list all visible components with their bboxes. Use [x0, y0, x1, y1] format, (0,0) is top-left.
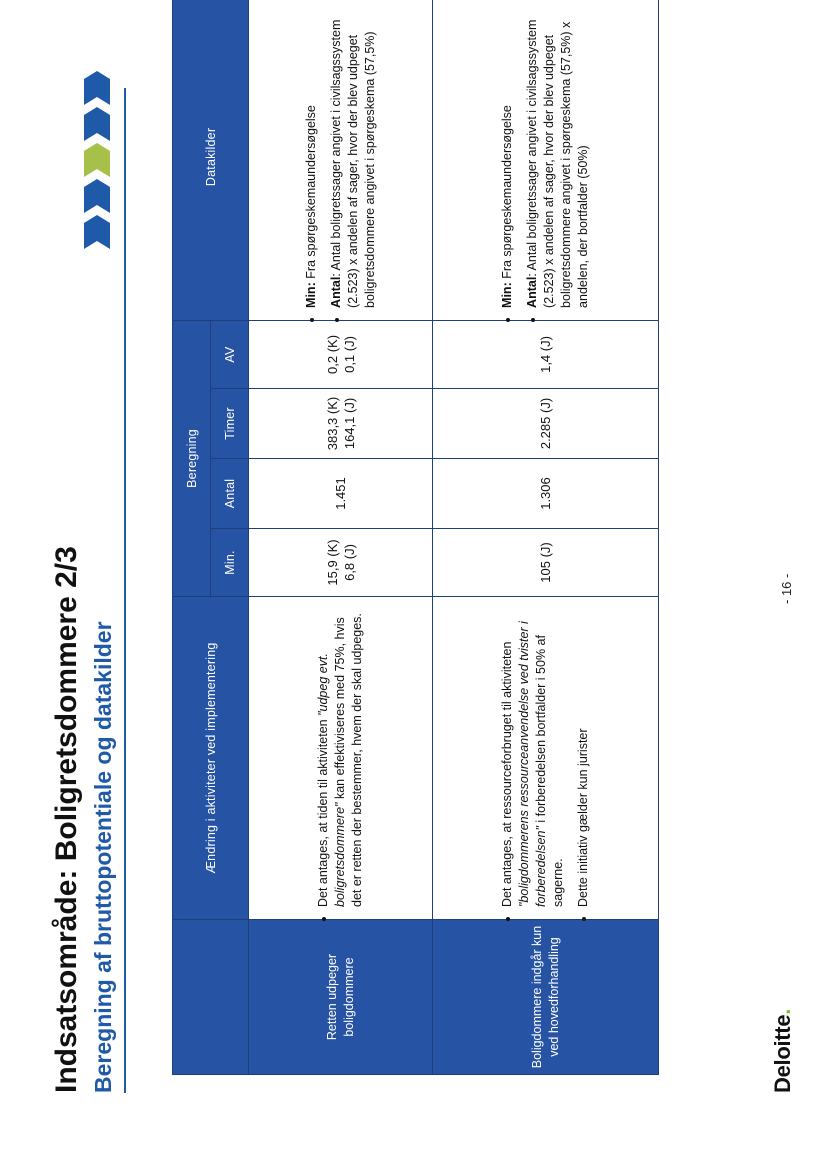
- header-sources: Datakilder: [173, 0, 249, 320]
- header-calc: Beregning: [173, 320, 211, 596]
- av-cell: 1,4 (J): [433, 320, 659, 388]
- progress-chevrons: [84, 69, 110, 249]
- header-change: Ændring i aktiviteter ved implementering: [173, 597, 249, 920]
- header-av: AV: [211, 320, 249, 388]
- page-subtitle: Beregning af bruttopotentiale og datakilder: [90, 621, 116, 1093]
- deloitte-logo: Deloitte.: [770, 1008, 795, 1093]
- source-bullet: • Antal: Antal boligretssager angivet i civilsagssystem (2.523) x andelen af sager, hvor der blev udpeget boligretsdommere angivet i spørgeskema (57,5%): [328, 0, 379, 308]
- row-label: Boligdommere indgår kun ved hovedforhandling: [433, 920, 659, 1075]
- chevron-step-3: [84, 143, 110, 177]
- source-bullet: • Min: Fra spørgeskemaundersøgelse: [303, 0, 320, 308]
- change-bullet: • Det antages, at tiden til aktiviteten "udpeg evt. boligretsdommere" kan effektiviseres med 75%, hvis det er retten der bestemmer, hvem der skal udpeges.: [315, 597, 366, 907]
- change-bullet: • Dette initiativ gælder kun jurister: [575, 597, 592, 907]
- header-blank: [173, 920, 249, 1075]
- timer-cell: 2.285 (J): [433, 389, 659, 459]
- title-divider: [124, 88, 126, 1093]
- page-number: - 16 -: [779, 573, 794, 604]
- min-cell: 15,9 (K) 6,8 (J): [249, 529, 433, 597]
- antal-cell: 1.451: [249, 459, 433, 529]
- calculation-table: [172, 0, 659, 1075]
- sources-cell: [433, 0, 659, 320]
- chevron-step-5: [84, 71, 110, 105]
- header-timer: Timer: [211, 389, 249, 459]
- change-bullet: • Det antages, at ressourceforbruget til aktiviteten "boligdommerens ressourceanvendelse ved tvister i forberedelsen" i forberedelsen bortfalder i 50% af sagerne.: [499, 597, 567, 907]
- table-row: [433, 0, 659, 1075]
- change-cell: [433, 597, 659, 920]
- av-cell: 0,2 (K) 0,1 (J): [249, 320, 433, 388]
- chevron-step-4: [84, 107, 110, 141]
- sources-cell: [249, 0, 433, 320]
- page-title: Indsatsområde: Boligretsdommere 2/3: [50, 546, 83, 1093]
- change-cell: [249, 597, 433, 920]
- timer-cell: 383,3 (K) 164,1 (J): [249, 389, 433, 459]
- header-min: Min.: [211, 529, 249, 597]
- header-antal: Antal: [211, 459, 249, 529]
- source-bullet: • Antal: Antal boligretssager angivet i civilsagssystem (2.523) x andelen af sager, hvor der blev udpeget boligretsdommere angivet i spørgeskema (57,5%) x andelen, der bortfalder (50%): [524, 0, 592, 308]
- row-label: Retten udpeger boligdommere: [249, 920, 433, 1075]
- chevron-step-2: [84, 179, 110, 213]
- min-cell: 105 (J): [433, 529, 659, 597]
- antal-cell: 1.306: [433, 459, 659, 529]
- table-row: [249, 0, 433, 1075]
- source-bullet: • Min: Fra spørgeskemaundersøgelse: [499, 0, 516, 308]
- chevron-step-1: [84, 215, 110, 249]
